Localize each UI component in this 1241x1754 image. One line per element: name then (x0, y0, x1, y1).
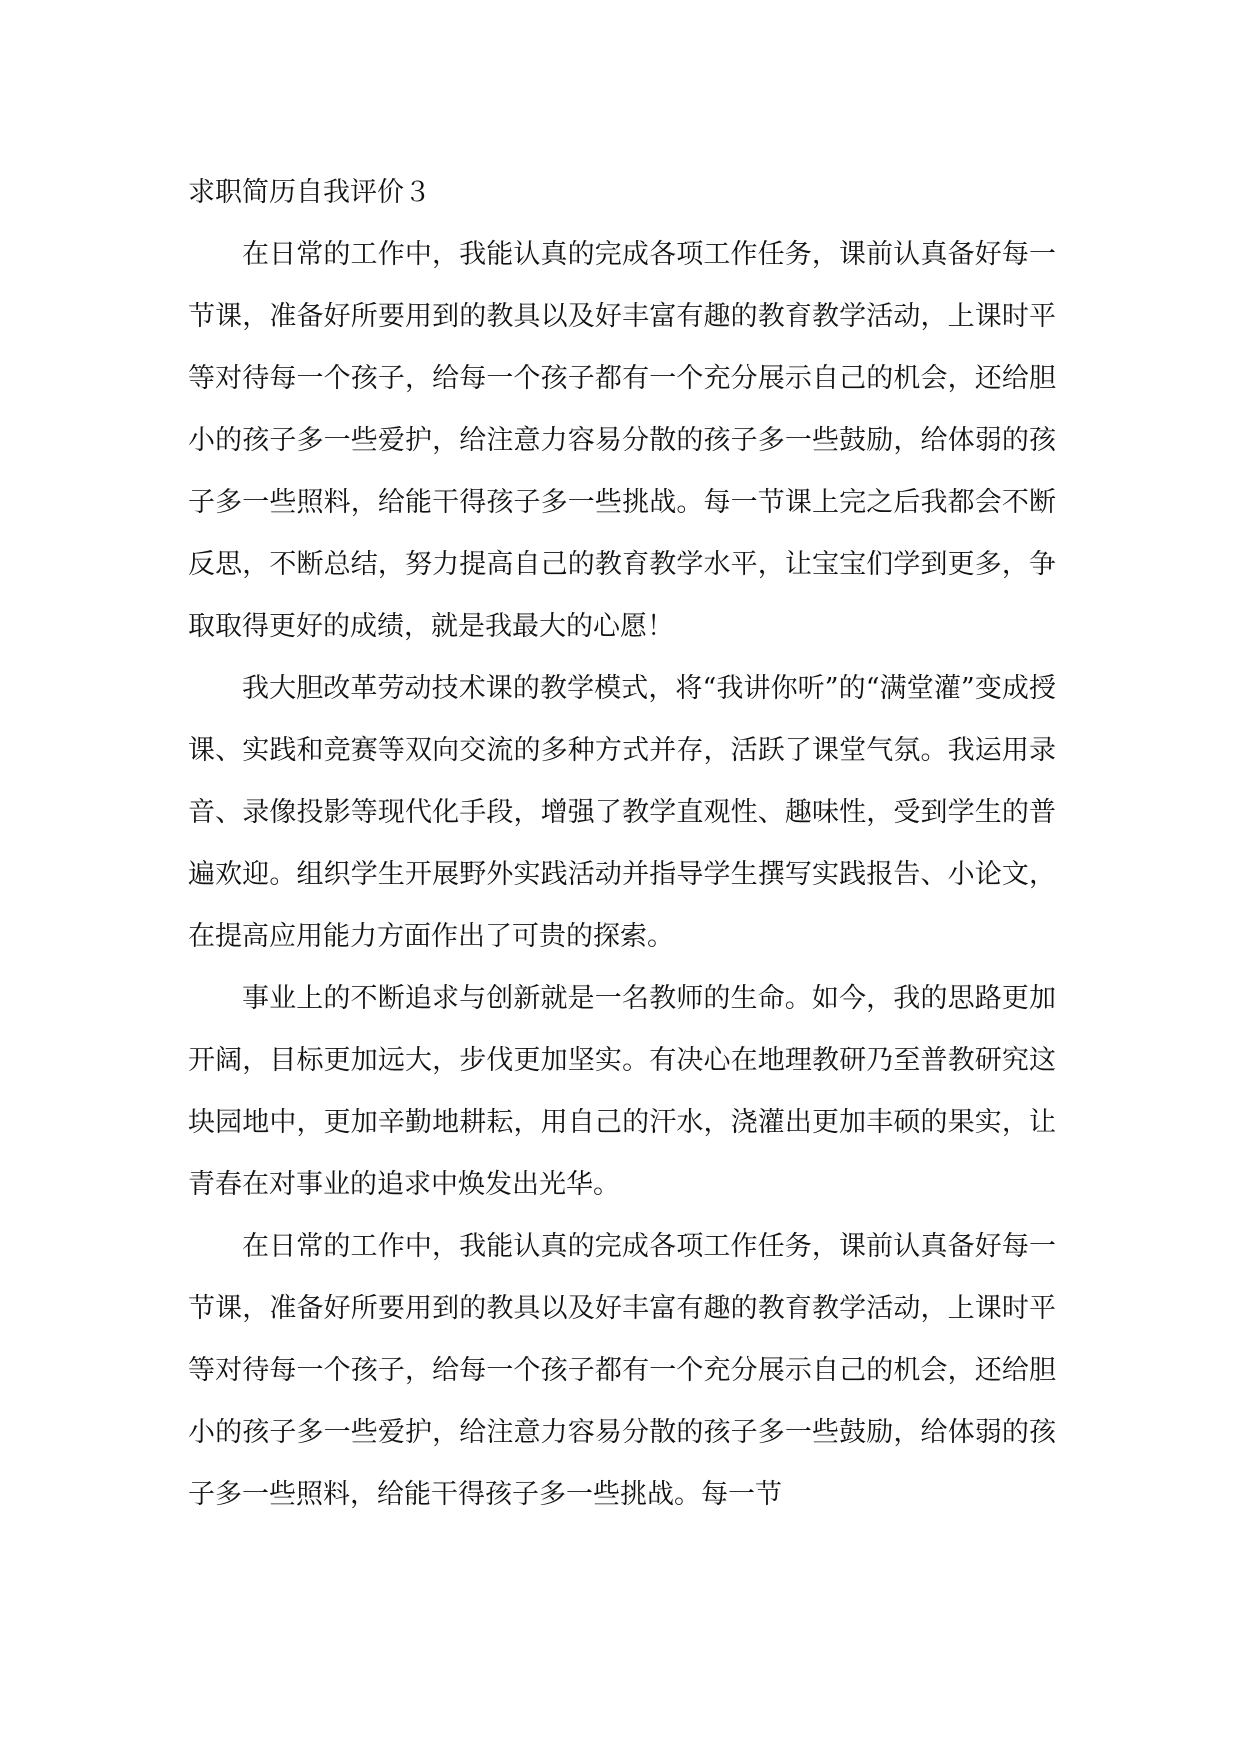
document-body (188, 162, 1056, 1526)
paragraph-3: 事业上的不断追求与创新就是一名教师的生命。如今，我的思路更加开阔，目标更加远大，步伐更加坚实。有决心在地理教研乃至普教研究这块园地中，更加辛勤地耕耘，用自己的汗水，浇灌出更加丰硕的果实，让青春在对事业的追求中焕发出光华。 (188, 983, 1056, 1200)
paragraph-4: 在日常的工作中，我能认真的完成各项工作任务，课前认真备好每一节课，准备好所要用到的教具以及好丰富有趣的教育教学活动，上课时平等对待每一个孩子，给每一个孩子都有一个充分展示自己的机会，还给胆小的孩子多一些爱护，给注意力容易分散的孩子多一些鼓励，给体弱的孩子多一些照料，给能干得孩子多一些挑战。每一节 (188, 1231, 1056, 1510)
document-title: 求职简历自我评价３ (188, 177, 431, 208)
paragraph-1: 在日常的工作中，我能认真的完成各项工作任务，课前认真备好每一节课，准备好所要用到的教具以及好丰富有趣的教育教学活动，上课时平等对待每一个孩子，给每一个孩子都有一个充分展示自己的机会，还给胆小的孩子多一些爱护，给注意力容易分散的孩子多一些鼓励，给体弱的孩子多一些照料，给能干得孩子多一些挑战。每一节课上完之后我都会不断反思，不断总结，努力提高自己的教育教学水平，让宝宝们学到更多，争取取得更好的成绩，就是我最大的心愿！ (188, 239, 1056, 642)
paragraph-2: 我大胆改革劳动技术课的教学模式，将“我讲你听”的“满堂灌”变成授课、实践和竞赛等双向交流的多种方式并存，活跃了课堂气氛。我运用录音、录像投影等现代化手段，增强了教学直观性、趣味性，受到学生的普遍欢迎。组织学生开展野外实践活动并指导学生撰写实践报告、小论文，在提高应用能力方面作出了可贵的探索。 (188, 673, 1056, 952)
